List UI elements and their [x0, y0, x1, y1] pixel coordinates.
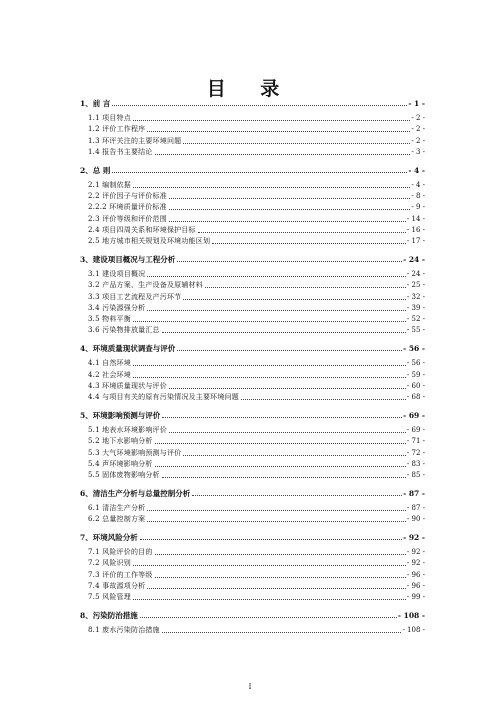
toc-entry[interactable] — [80, 137, 425, 146]
toc-entry-page: - 52 - — [406, 315, 425, 324]
dot-leader — [112, 172, 407, 173]
toc-chapter[interactable] — [80, 533, 425, 542]
dot-leader — [162, 417, 402, 418]
toc-chapter-page: - 108 - — [397, 611, 425, 620]
toc-entry-label: 5.5 固体废物影响分析 — [88, 471, 160, 480]
toc-entry-label: 1.4 报告书主要结论 — [88, 147, 153, 156]
dot-leader — [162, 332, 406, 333]
toc-chapter-page: - 69 - — [403, 410, 425, 420]
toc-entry-label: 4.1 自然环境 — [88, 359, 131, 368]
dot-leader — [133, 120, 410, 121]
dot-leader — [112, 105, 407, 106]
dot-leader — [169, 209, 411, 210]
toc-entry-label: 7.5 风险管理 — [88, 593, 131, 602]
dot-leader — [147, 588, 406, 589]
toc-entry-page: - 60 - — [406, 381, 425, 390]
toc-entry-label: 2.4 项目四周关系和环境保护目标 — [88, 225, 196, 234]
toc-entry[interactable] — [80, 192, 425, 201]
page-number: I — [248, 683, 252, 691]
dot-leader — [147, 510, 406, 511]
toc-chapter-page: - 24 - — [403, 254, 425, 264]
toc-entry-label: 7.1 风险评价的目的 — [88, 548, 153, 557]
toc-entry[interactable] — [80, 515, 425, 524]
toc-entry-page: - 56 - — [406, 359, 425, 368]
toc-entry-label: 3.5 物料平衡 — [88, 315, 131, 324]
toc-entry-label: 3.1 建设项目概况 — [88, 269, 146, 278]
dot-leader — [140, 617, 397, 618]
toc-entry-label: 3.3 项目工艺流程及产污环节 — [88, 292, 182, 301]
toc-entry[interactable] — [80, 293, 425, 302]
toc-entry-label: 2.2 评价因子与评价标准 — [88, 191, 167, 200]
toc-chapter-label: 5、环境影响预测与评价 — [80, 410, 161, 420]
toc-entry[interactable] — [80, 304, 425, 313]
toc-entry-page: - 83 - — [406, 459, 425, 468]
toc-entry[interactable] — [80, 125, 425, 134]
toc-entry-label: 1.1 项目特点 — [88, 114, 131, 122]
dot-leader — [169, 221, 406, 222]
toc-entry-page: - 9 - — [411, 203, 425, 212]
toc-entry-label: 1.3 环评关注的主要环境问题 — [88, 136, 182, 145]
toc-entry-label: 8.1 废水污染防治措施 — [88, 626, 160, 634]
dot-leader — [147, 276, 406, 277]
toc-entry[interactable] — [80, 626, 425, 635]
toc-entry-page: - 39 - — [406, 303, 425, 312]
dot-leader — [155, 577, 406, 578]
toc-entry-page: - 99 - — [406, 593, 425, 602]
toc-entry[interactable] — [80, 393, 425, 402]
toc-entry[interactable] — [80, 226, 425, 235]
toc-entry-page: - 87 - — [406, 503, 425, 512]
toc-chapter-page: - 4 - — [408, 165, 425, 175]
dot-leader — [147, 131, 410, 132]
dot-leader — [155, 154, 411, 155]
toc-entry-label: 5.4 声环境影响分析 — [88, 459, 153, 468]
toc-entry[interactable] — [80, 281, 425, 290]
toc-entry[interactable] — [80, 371, 425, 380]
toc-entry[interactable] — [80, 270, 425, 279]
toc-chapter-page: - 87 - — [403, 488, 425, 498]
toc-entry[interactable] — [80, 315, 425, 324]
toc-chapter-label: 2、总 则 — [80, 165, 111, 175]
toc-entry-page: - 71 - — [406, 437, 425, 446]
toc-chapter-label: 7、环境风险分析 — [80, 533, 138, 543]
toc-entry-page: - 68 - — [406, 393, 425, 402]
dot-leader — [155, 554, 406, 555]
toc-entry-page: - 85 - — [406, 471, 425, 480]
toc-chapter[interactable] — [80, 489, 425, 498]
toc-chapter[interactable] — [80, 255, 425, 264]
toc-entry-page: - 16 - — [406, 225, 425, 234]
toc-chapter[interactable] — [80, 344, 425, 353]
toc-entry-label: 6.1 清洁生产分析 — [88, 503, 146, 512]
toc-entry-label: 4.4 与项目有关的原有污染情况及主要环境问题 — [88, 393, 239, 402]
toc-entry-label: 7.4 事故源项分析 — [88, 581, 146, 590]
toc-entry[interactable] — [80, 148, 425, 157]
toc-entry-label: 7.2 风险识别 — [88, 559, 131, 568]
dot-leader — [133, 365, 406, 366]
toc-chapter-label: 3、建设项目概况与工程分析 — [80, 254, 176, 264]
toc-entry-label: 2.3 评价等级和评价范围 — [88, 214, 167, 223]
toc-chapter[interactable] — [80, 411, 425, 420]
toc-entry[interactable] — [80, 215, 425, 224]
toc-entry-label: 1.2 评价工作程序 — [88, 125, 146, 134]
toc-entry-page: - 8 - — [411, 191, 425, 200]
toc-entry-page: - 4 - — [411, 180, 425, 189]
toc-chapter-label: 4、环境质量现状调查与评价 — [80, 344, 176, 354]
dot-leader — [177, 350, 402, 351]
dot-leader — [155, 466, 406, 467]
toc-entry-label: 4.2 社会环境 — [88, 370, 131, 379]
toc-chapter-label: 8、污染防治措施 — [80, 611, 138, 620]
toc-chapter[interactable] — [80, 611, 425, 620]
toc-entry-page: - 2 - — [411, 125, 425, 134]
dot-leader — [183, 455, 406, 456]
toc-entry[interactable] — [80, 326, 425, 335]
toc-entry[interactable] — [80, 582, 425, 591]
toc-chapter[interactable] — [80, 99, 425, 108]
toc-entry[interactable] — [80, 548, 425, 557]
dot-leader — [155, 443, 406, 444]
toc-entry[interactable] — [80, 114, 425, 123]
toc-entry-label: 2.1 编制依据 — [88, 180, 131, 189]
toc-entry-page: - 2 - — [411, 136, 425, 145]
toc-entry-page: - 25 - — [406, 281, 425, 290]
toc-entry-page: - 92 - — [406, 548, 425, 557]
dot-leader — [183, 299, 406, 300]
toc-entry[interactable] — [80, 181, 425, 190]
dot-leader — [177, 261, 402, 262]
dot-leader — [241, 399, 406, 400]
table-of-contents — [80, 99, 425, 637]
dot-leader — [169, 432, 406, 433]
toc-entry-page: - 96 - — [406, 581, 425, 590]
toc-chapter-page: - 56 - — [403, 344, 425, 354]
dot-leader — [169, 198, 410, 199]
toc-entry[interactable] — [80, 593, 425, 602]
dot-leader — [147, 521, 406, 522]
toc-entry[interactable] — [80, 460, 425, 469]
dot-leader — [183, 143, 410, 144]
dot-leader — [162, 477, 406, 478]
dot-leader — [212, 243, 406, 244]
toc-chapter-label: 1、前 言 — [80, 99, 111, 108]
toc-entry[interactable] — [80, 437, 425, 446]
toc-entry-page: - 96 - — [406, 570, 425, 579]
toc-chapter-label: 6、清洁生产分析与总量控制分析 — [80, 488, 191, 498]
toc-entry-label: 3.6 污染物排放量汇总 — [88, 326, 160, 335]
toc-entry-page: - 108 - — [402, 626, 425, 634]
toc-entry[interactable] — [80, 504, 425, 513]
toc-entry[interactable] — [80, 203, 425, 212]
toc-entry-page: - 55 - — [406, 326, 425, 335]
toc-entry-label: 3.4 污染源强分析 — [88, 303, 146, 312]
toc-entry-label: 7.3 评价的工作等级 — [88, 570, 153, 579]
dot-leader — [133, 565, 406, 566]
dot-leader — [133, 599, 406, 600]
toc-entry[interactable] — [80, 449, 425, 458]
dot-leader — [133, 321, 406, 322]
toc-entry-page: - 2 - — [411, 114, 425, 122]
dot-leader — [140, 539, 402, 540]
toc-entry-label: 3.2 产品方案、生产设备及原辅材料 — [88, 281, 203, 290]
toc-entry[interactable] — [80, 559, 425, 568]
toc-entry[interactable] — [80, 471, 425, 480]
toc-entry[interactable] — [80, 382, 425, 391]
toc-entry-page: - 17 - — [406, 237, 425, 246]
dot-leader — [198, 232, 406, 233]
toc-entry-label: 2.5 地方城市相关规划及环境功能区划 — [88, 237, 211, 246]
toc-entry-label: 5.3 大气环境影响预测与评价 — [88, 448, 182, 457]
toc-entry-label: 5.2 地下水影响分析 — [88, 437, 153, 446]
toc-entry[interactable] — [80, 359, 425, 368]
dot-leader — [133, 187, 410, 188]
toc-entry[interactable] — [80, 237, 425, 246]
dot-leader — [147, 310, 406, 311]
toc-entry-page: - 92 - — [406, 559, 425, 568]
toc-chapter-page: - 92 - — [403, 533, 425, 543]
toc-entry-page: - 72 - — [406, 448, 425, 457]
toc-entry[interactable] — [80, 571, 425, 580]
toc-entry-page: - 32 - — [406, 292, 425, 301]
toc-entry-page: - 59 - — [406, 370, 425, 379]
toc-entry-label: 4.3 环境质量现状与评价 — [88, 381, 167, 390]
toc-entry-page: - 3 - — [411, 147, 425, 156]
toc-entry-page: - 24 - — [406, 269, 425, 278]
toc-entry-label: 5.1 地表水环境影响评价 — [88, 425, 167, 434]
toc-entry-label: 2.2.2 环境质量评价标准 — [88, 203, 167, 212]
dot-leader — [205, 287, 406, 288]
toc-chapter[interactable] — [80, 166, 425, 175]
dot-leader — [162, 632, 402, 633]
dot-leader — [192, 495, 402, 496]
toc-entry-label: 6.2 总量控制方案 — [88, 515, 146, 524]
toc-chapter-page: - 1 - — [408, 99, 425, 108]
dot-leader — [133, 377, 406, 378]
dot-leader — [169, 388, 406, 389]
toc-entry[interactable] — [80, 426, 425, 435]
toc-entry-page: - 90 - — [406, 515, 425, 524]
toc-title: 目 录 — [206, 78, 294, 100]
toc-entry-page: - 69 - — [406, 425, 425, 434]
toc-entry-page: - 14 - — [406, 214, 425, 223]
